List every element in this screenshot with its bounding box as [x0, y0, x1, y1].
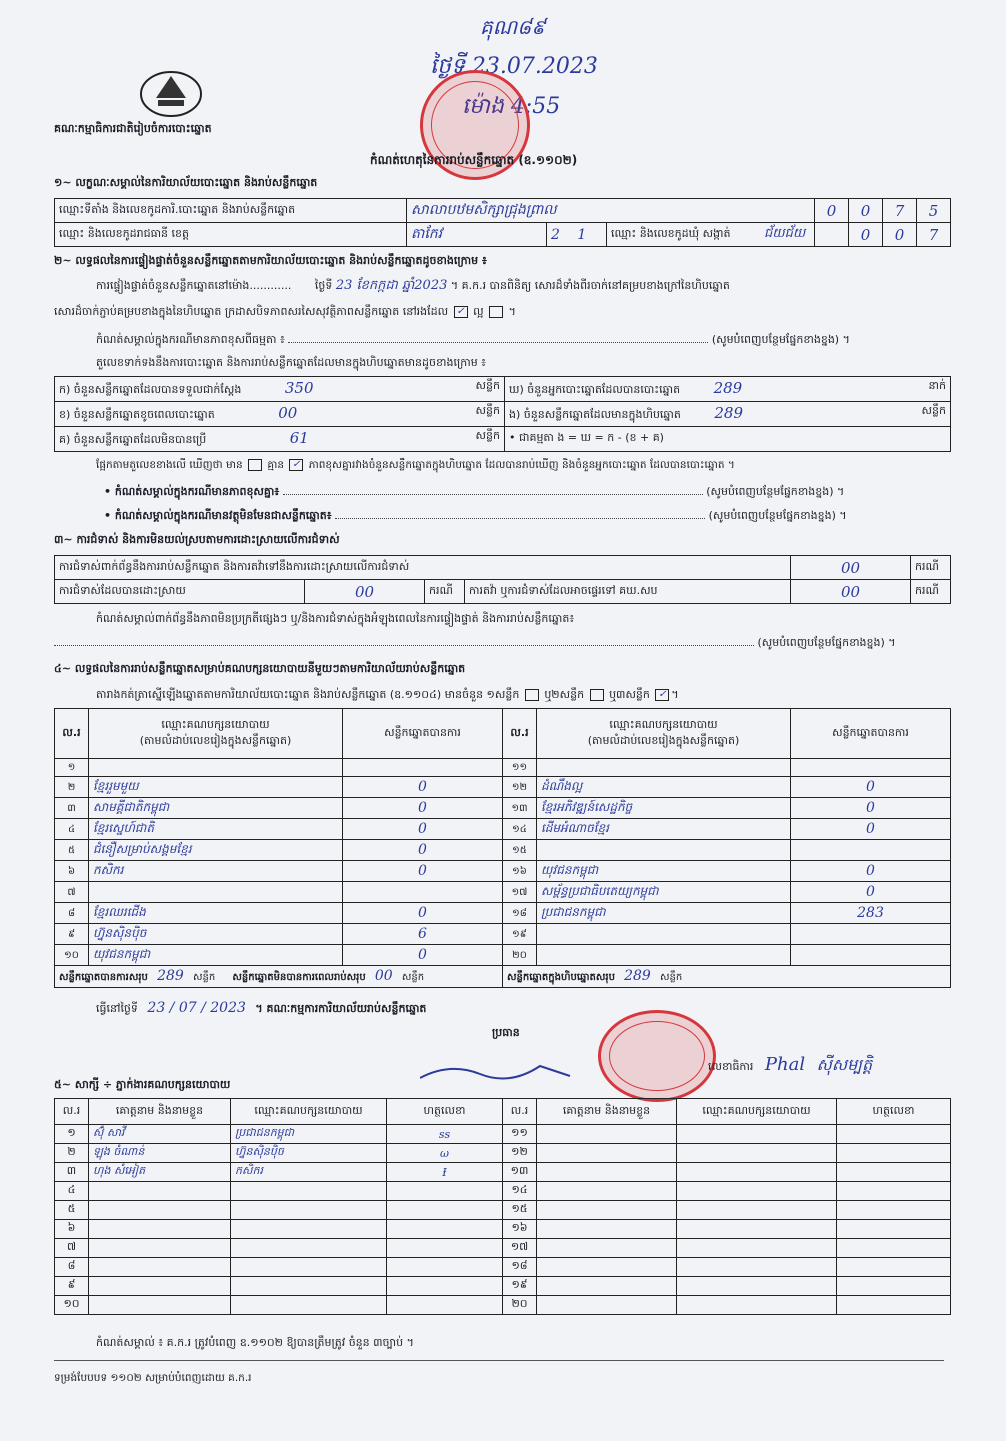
witness-name — [89, 1201, 231, 1220]
witness-signature — [387, 1220, 503, 1239]
party-votes: 0 — [343, 903, 503, 924]
witness-name — [89, 1182, 231, 1201]
witness-name — [537, 1258, 677, 1277]
witness-name — [537, 1277, 677, 1296]
witness-name — [89, 1239, 231, 1258]
witness-name — [537, 1163, 677, 1182]
party-votes: 6 — [343, 924, 503, 945]
witness-number: ១០ — [55, 1296, 89, 1315]
witness-name: ស៊ុំ សាវី — [89, 1125, 231, 1144]
location-code-1: 0 — [815, 199, 849, 223]
committee-name: គណៈកម្មាធិការជាតិរៀបចំការបោះឆ្នោត — [54, 122, 212, 135]
verification-date: 23 ខែកក្កដា ឆ្នាំ2023 — [335, 278, 448, 293]
footer-form-ref: ទម្រង់បែបបទ ១១០២ សម្រាប់បំពេញដោយ គ.ក.រ — [54, 1372, 252, 1384]
party-name: ជំនឿសម្រាប់សង្គមខ្មែរ — [89, 840, 343, 861]
party-votes: 0 — [343, 819, 503, 840]
resolved-label: ការជំទាស់ដែលបានដោះស្រាយ — [55, 580, 305, 604]
party-votes — [791, 759, 951, 777]
party-name — [89, 882, 343, 903]
witness-row — [55, 1258, 951, 1277]
section4-heading: ៤~ លទ្ធផលនៃការរាប់សន្លឹកឆ្នោតសម្រាប់គណបក្សនយោបាយនីមួយៗតាមការិយាល័យរាប់សន្លឹកឆ្នោត — [54, 662, 466, 675]
party-row — [55, 861, 951, 882]
section5-heading: ៥~ សាក្សី ÷ ភ្នាក់ងារគណបក្សនយោបាយ — [54, 1078, 231, 1091]
seal-good-checkbox[interactable]: ✓ — [454, 306, 468, 318]
referred-value: 00 — [791, 580, 911, 604]
witness-number: ៥ — [55, 1201, 89, 1220]
witness-name — [537, 1239, 677, 1258]
party-votes — [343, 882, 503, 903]
party-votes: 283 — [791, 903, 951, 924]
section3-note-line: (សូមបំពេញបន្ថែមផ្នែកខាងខ្នង) ។ — [54, 636, 954, 652]
witness-body — [55, 1125, 951, 1315]
secretary-line: លេខាធិការ Phal ស៊ីសម្បត្តិ — [708, 1054, 873, 1075]
witness-signature: ω — [387, 1144, 503, 1163]
witness-party — [231, 1201, 387, 1220]
party-name: ខ្មែរអភិវឌ្ឍន៍សេដ្ឋកិច្ច — [537, 798, 791, 819]
party-row — [55, 882, 951, 903]
ballots-spoiled: 00 — [278, 404, 298, 422]
party-number: ១៣ — [503, 798, 537, 819]
party-name — [537, 924, 791, 945]
party-number: ៣ — [55, 798, 89, 819]
party-name — [537, 840, 791, 861]
party-votes — [791, 840, 951, 861]
footer-note: កំណត់សម្គាល់ ៖ គ.ក.រ ត្រូវបំពេញ ឧ.១១០២ ឱ្យបានត្រឹមត្រូវ ចំនួន ៣ច្បាប់ ។ — [96, 1336, 414, 1349]
witness-number: ១២ — [503, 1144, 537, 1163]
party-name: ដើមអំណាចខ្មែរ — [537, 819, 791, 840]
witness-party — [677, 1201, 837, 1220]
seal-bad-checkbox[interactable] — [489, 306, 503, 318]
section2-line2: សោរដ៏ចាក់ភ្ជាប់គម្របខាងក្នុងនៃហិបឆ្នោត ក្រដាសបិទភាពសរសៃសុវត្ថិភាពសន្លឹកឆ្នោត នៅរងដែល ✓ ល្អ ។ — [54, 305, 516, 318]
section2-line4: តួលេខទាក់ទងនឹងការបោះឆ្នោត និងការរាប់សន្លឹកឆ្នោតដែលមានក្នុងហិបឆ្នោតមានដូចខាងក្រោម ៖ — [96, 356, 487, 369]
witness-number: ១៧ — [503, 1239, 537, 1258]
party-number: ៥ — [55, 840, 89, 861]
witness-party — [677, 1277, 837, 1296]
witness-signature — [837, 1277, 951, 1296]
resolved-value: 00 — [305, 580, 425, 604]
section4-intro: តារាងកត់ត្រាស្នើឡើងឆ្នោតតាមការិយាល័យបោះឆ្នោត និងរាប់សន្លឹកឆ្នោត (ឧ.១១០៤) មានចំនួន ១សន្លឹក ឬ២សន្លឹក ឬ៣សន្លឹក ✓ ។ — [96, 688, 679, 701]
party-number: ២ — [55, 777, 89, 798]
witness-name — [89, 1296, 231, 1315]
referred-label: ការតវ៉ា ឬការជំទាស់ដែលអាចផ្ទេរទៅ គឃ.សប — [465, 580, 791, 604]
party-number: ១២ — [503, 777, 537, 798]
party-votes: 0 — [343, 798, 503, 819]
official-stamp-bottom — [598, 1010, 716, 1102]
witness-row — [55, 1144, 951, 1163]
party-number: ៤ — [55, 819, 89, 840]
ballots-unused: 61 — [289, 429, 309, 447]
section3-note: កំណត់សម្គាល់ពាក់ព័ន្ធនឹងភាពមិនប្រក្រតីផ្សេងៗ ឬ/និងការជំទាស់ក្នុងអំឡុងពេលនៃការផ្ទៀងផ្ទាត់ និងការរាប់សន្លឹកឆ្នោត៖ — [96, 612, 575, 625]
party-row — [55, 840, 951, 861]
ballots-received: 350 — [284, 379, 314, 397]
witness-number: ៦ — [55, 1220, 89, 1239]
party-row — [55, 924, 951, 945]
party-number: ១៧ — [503, 882, 537, 903]
witness-signature — [387, 1239, 503, 1258]
witness-row — [55, 1239, 951, 1258]
done-date: 23 / 07 / 2023 — [147, 1000, 246, 1016]
party-name: កសិករ — [89, 861, 343, 882]
party-number: ១៦ — [503, 861, 537, 882]
section1-table — [54, 198, 951, 247]
commune-label: ឈ្មោះ និងលេខកូដឃុំ សង្កាត់ — [611, 227, 731, 240]
witness-row — [55, 1125, 951, 1144]
location-code-3: 7 — [883, 199, 917, 223]
commune-code-3: 7 — [917, 223, 951, 247]
witness-name — [537, 1125, 677, 1144]
witness-party: ប្រជាជនកម្ពុជា — [231, 1125, 387, 1144]
witness-number: ១១ — [503, 1125, 537, 1144]
voters-voted: 289 — [713, 379, 743, 397]
total-valid: 289 — [157, 968, 184, 984]
witness-party — [231, 1220, 387, 1239]
witness-row — [55, 1201, 951, 1220]
witness-party — [677, 1182, 837, 1201]
complaints-value: 00 — [791, 556, 911, 580]
witness-party — [231, 1182, 387, 1201]
party-votes: 0 — [343, 861, 503, 882]
party-name — [537, 945, 791, 966]
witness-number: ១៨ — [503, 1258, 537, 1277]
witness-signature — [387, 1201, 503, 1220]
handwritten-time: ម៉ោង 4:55 — [462, 94, 561, 119]
sheets-two-checkbox[interactable] — [590, 689, 604, 701]
party-votes: 0 — [791, 819, 951, 840]
section2-bullet2: • កំណត់សម្គាល់ក្នុងករណីមានវត្ថុមិនមែនជាសន្លឹកឆ្នោត៖ (សូមបំពេញបន្ថែមផ្នែកខាងខ្នង) ។ — [104, 509, 847, 522]
party-row — [55, 819, 951, 840]
witness-name — [537, 1144, 677, 1163]
witness-party: កសិករ — [231, 1163, 387, 1182]
secretary-name: ស៊ីសម្បត្តិ — [816, 1055, 873, 1074]
commune-cell — [607, 223, 815, 247]
party-name: សម្ព័ន្ធប្រជាធិបតេយ្យកម្ពុជា — [537, 882, 791, 903]
province-value: តាកែវ — [407, 223, 547, 247]
party-name: ដំណឹងល្អ — [537, 777, 791, 798]
witness-party — [231, 1258, 387, 1277]
handwritten-code: គុណ៨៩ — [480, 15, 546, 39]
witness-number: ៤ — [55, 1182, 89, 1201]
witness-signature — [837, 1239, 951, 1258]
party-row — [55, 777, 951, 798]
sheets-three-checkbox[interactable]: ✓ — [655, 689, 669, 701]
witness-row — [55, 1182, 951, 1201]
party-votes: 0 — [343, 945, 503, 966]
witness-number: ២០ — [503, 1296, 537, 1315]
secretary-signature: Phal — [764, 1054, 806, 1075]
witness-number: ៩ — [55, 1277, 89, 1296]
witness-party — [231, 1296, 387, 1315]
witness-signature — [837, 1125, 951, 1144]
province-code: 2 1 — [547, 223, 607, 247]
party-name: យុវជនកម្ពុជា — [537, 861, 791, 882]
party-name: យុវជនកម្ពុជា — [89, 945, 343, 966]
chair-signature — [420, 1056, 580, 1092]
party-number: ៧ — [55, 882, 89, 903]
witness-signature: Ɨ — [387, 1163, 503, 1182]
party-results-body — [55, 759, 951, 966]
difference-yes-checkbox[interactable] — [248, 459, 262, 471]
witness-number: ១៩ — [503, 1277, 537, 1296]
sheets-two-checkbox-a[interactable] — [525, 689, 539, 701]
party-number: ៩ — [55, 924, 89, 945]
party-votes — [791, 924, 951, 945]
party-name: សាមគ្គីជាតិកម្ពុជា — [89, 798, 343, 819]
section2-bullet1: • កំណត់សម្គាល់ក្នុងករណីមានភាពខុសគ្នា៖ (សូមបំពេញបន្ថែមផ្នែកខាងខ្នង) ។ — [104, 485, 845, 498]
witness-name — [89, 1220, 231, 1239]
party-row — [55, 903, 951, 924]
witness-signature — [837, 1182, 951, 1201]
party-votes: 0 — [791, 882, 951, 903]
witness-party — [677, 1296, 837, 1315]
party-number: ១៩ — [503, 924, 537, 945]
party-votes: 0 — [791, 777, 951, 798]
witness-name: ហុង សំអៀត — [89, 1163, 231, 1182]
witness-signature — [837, 1220, 951, 1239]
party-number: ១៥ — [503, 840, 537, 861]
ballots-in-box: 289 — [714, 404, 744, 422]
witness-row — [55, 1277, 951, 1296]
party-row — [55, 759, 951, 777]
witness-number: ១ — [55, 1125, 89, 1144]
chair-label: ប្រធាន — [492, 1026, 520, 1039]
section2-line3: កំណត់សម្គាល់ក្នុងករណីមានភាពខុសពីធម្មតា ៖ (សូមបំពេញបន្ថែមផ្នែកខាងខ្នង) ។ — [96, 333, 850, 346]
witness-row — [55, 1163, 951, 1182]
witness-party — [677, 1258, 837, 1277]
witness-name — [89, 1258, 231, 1277]
section2-line5: ផ្អែកតាមតួលេខខាងលើ ឃើញថា មាន គ្មាន ✓ ភាពខុសគ្នារវាងចំនួនសន្លឹកឆ្នោតក្នុងហិបឆ្នោត ដែលបានរាប់ឃើញ និងចំនួនអ្នកបោះឆ្នោត ដែលបានបោះឆ្នោត ។ — [96, 459, 735, 471]
total-in-box: 289 — [624, 968, 651, 984]
party-votes: 0 — [791, 798, 951, 819]
section3-heading: ៣~ ការជំទាស់ និងការមិនយល់ស្របតាមការដោះស្រាយលើការជំទាស់ — [54, 533, 340, 546]
footer-divider — [54, 1360, 944, 1361]
total-invalid: 00 — [374, 968, 393, 984]
witness-name — [537, 1201, 677, 1220]
witness-row — [55, 1220, 951, 1239]
done-line: ធ្វើនៅថ្ងៃទី 23 / 07 / 2023 ។ គណៈកម្មការការិយាល័យរាប់សន្លឹកឆ្នោត — [96, 1000, 427, 1016]
witness-number: ៧ — [55, 1239, 89, 1258]
party-number: ១ — [55, 759, 89, 777]
handwritten-date: ថ្ងៃទី 23.07.2023 — [430, 54, 598, 79]
party-number: ១០ — [55, 945, 89, 966]
witness-signature — [837, 1163, 951, 1182]
witness-party: ហ្វ៊ុនស៊ិនប៉ិច — [231, 1144, 387, 1163]
party-row — [55, 798, 951, 819]
party-votes — [343, 759, 503, 777]
party-number: ១៨ — [503, 903, 537, 924]
location-label: ឈ្មោះទីតាំង និងលេខកូដការិ.បោះឆ្នោត និងរាប់សន្លឹកឆ្នោត — [55, 199, 407, 223]
party-votes: 0 — [343, 777, 503, 798]
party-votes: 0 — [343, 840, 503, 861]
commune-code-1: 0 — [849, 223, 883, 247]
witness-signature — [837, 1201, 951, 1220]
witness-party — [231, 1277, 387, 1296]
witness-signature: ss — [387, 1125, 503, 1144]
witness-party — [677, 1220, 837, 1239]
witness-number: ១៥ — [503, 1201, 537, 1220]
section2-line1: ការផ្ទៀងផ្ទាត់ចំនួនសន្លឹកឆ្នោតនៅម៉ោង............ ថ្ងៃទី 23 ខែកក្កដា ឆ្នាំ2023 ។ គ.ក.រ បានពិនិត្យ សោរដ៏ទាំងពីរចាក់នៅគម្របខាងក្រៅនៃហិបឆ្នោត — [96, 278, 730, 293]
party-name — [537, 759, 791, 777]
witness-number: ៣ — [55, 1163, 89, 1182]
witness-party — [677, 1163, 837, 1182]
location-code-2: 0 — [849, 199, 883, 223]
party-row — [55, 945, 951, 966]
section2-heading: ២~ លទ្ធផលនៃការផ្ទៀងផ្ទាត់ចំនួនសន្លឹកឆ្នោតតាមការិយាល័យបោះឆ្នោត និងរាប់សន្លឹកឆ្នោតដូចខាងក្រោម ៖ — [54, 254, 487, 267]
witness-party — [677, 1239, 837, 1258]
location-code-4: 5 — [917, 199, 951, 223]
witness-signature — [387, 1296, 503, 1315]
witness-number: ៨ — [55, 1258, 89, 1277]
witness-table: ល.រ គោត្តនាម និងនាមខ្លួន ឈ្មោះគណបក្សនយោបាយ ហត្ថលេខា ល.រ គោត្តនាម និងនាមខ្លួន ឈ្មោះគណបក្សនយោបាយ ហត្ថលេខា ១ ស៊ុំ សាវី ប្រជាជនកម្ពុជា ss ១១ ២ ឡុង ចំណាន់ ហ្វ៊ុនស៊ិនប៉ិច ω ១២ ៣ ហុង សំអៀត កសិករ Ɨ ១៣ ៤ ១៤ ៥ ១៥ ៦ ១៦ ៧ ១៧ ៨ ១៨ ៩ ១៩ ១០ ២០ — [54, 1098, 951, 1315]
witness-party — [677, 1125, 837, 1144]
province-label: ឈ្មោះ និងលេខកូដរាជធានី ខេត្ត — [55, 223, 407, 247]
complaints-label: ការជំទាស់ពាក់ព័ន្ធនឹងការរាប់សន្លឹកឆ្នោត និងការតវ៉ាទៅនឹងការដោះស្រាយលើការជំទាស់ — [55, 556, 791, 580]
section1-heading: ១~ លក្ខណៈសម្គាល់នៃការិយាល័យបោះឆ្នោត និងរាប់សន្លឹកឆ្នោត — [54, 176, 318, 189]
witness-party — [677, 1144, 837, 1163]
party-number: ៨ — [55, 903, 89, 924]
witness-signature — [387, 1258, 503, 1277]
witness-signature — [837, 1296, 951, 1315]
ballot-count-table: ក) ចំនួនសន្លឹកឆ្នោតដែលបានទទួលជាក់ស្តែង 350 សន្លឹក ឃ) ចំនួនអ្នកបោះឆ្នោតដែលបានបោះឆ្នោត 289 នាក់ ខ) ចំនួនសន្លឹកឆ្នោតខូចពេលបោះឆ្នោត 00 សន្លឹក ង) ចំនួនសន្លឹកឆ្នោតដែលមានក្នុងហិបឆ្នោត 289 សន្លឹក គ) ចំនួនសន្លឹកឆ្នោតដែលមិនបានប្រើ 61 សន្លឹក • ជាគម្មតា ង = ឃ = ក - (ខ + គ) — [54, 376, 951, 452]
location-value: សាលាបឋមសិក្សាជ្រុងព្រាល — [407, 199, 815, 223]
witness-signature — [387, 1182, 503, 1201]
witness-name — [537, 1296, 677, 1315]
party-votes — [791, 945, 951, 966]
witness-name — [537, 1182, 677, 1201]
witness-name: ឡុង ចំណាន់ — [89, 1144, 231, 1163]
party-number: ៦ — [55, 861, 89, 882]
commune-code-2: 0 — [883, 223, 917, 247]
witness-number: ២ — [55, 1144, 89, 1163]
party-name: ខ្មែរឈរជើង — [89, 903, 343, 924]
witness-name — [537, 1220, 677, 1239]
party-name: ប្រជាជនកម្ពុជា — [537, 903, 791, 924]
party-name: ខ្មែររួមមួយ — [89, 777, 343, 798]
witness-party — [231, 1239, 387, 1258]
witness-name — [89, 1277, 231, 1296]
witness-number: ១៣ — [503, 1163, 537, 1182]
party-number: ២០ — [503, 945, 537, 966]
witness-number: ១៦ — [503, 1220, 537, 1239]
party-name — [89, 759, 343, 777]
difference-no-checkbox[interactable]: ✓ — [289, 459, 303, 471]
formula-cell: • ជាគម្មតា ង = ឃ = ក - (ខ + គ) — [505, 427, 951, 452]
witness-row — [55, 1296, 951, 1315]
witness-signature — [837, 1258, 951, 1277]
party-name: ខ្មែរស្នេហ៍ជាតិ — [89, 819, 343, 840]
witness-signature — [387, 1277, 503, 1296]
emblem-icon — [136, 64, 206, 118]
form-title: កំណត់ហេតុនៃការរាប់សន្លឹកឆ្នោត (ឧ.១១០២) — [370, 153, 578, 167]
party-number: ១៤ — [503, 819, 537, 840]
party-name: ហ្វ៊ុនស៊ិនប៉ិច — [89, 924, 343, 945]
witness-signature — [837, 1144, 951, 1163]
witness-number: ១៤ — [503, 1182, 537, 1201]
commune-value: ជ័យជ័យ — [764, 226, 806, 241]
party-results-table: ល.រ ឈ្មោះគណបក្សនយោបាយ (តាមលំដាប់លេខរៀងក្នុងសន្លឹកឆ្នោត) សន្លឹកឆ្នោតបានការ ល.រ ឈ្មោះគណបក្សនយោបាយ (តាមលំដាប់លេខរៀងក្នុងសន្លឹកឆ្នោត) សន្លឹកឆ្នោតបានការ ១ ១១ ២ ខ្មែររួមមួយ 0 ១២ ដំណឹងល្អ 0 ៣ សាមគ្គីជាតិកម្ពុជា 0 ១៣ ខ្មែរអភិវឌ្ឍន៍សេដ្ឋកិច្ច 0 ៤ ខ្មែរស្នេហ៍ជាតិ 0 ១៤ ដើមអំណាចខ្មែរ 0 ៥ ជំនឿសម្រាប់សង្គមខ្មែរ 0 ១៥ ៦ កសិករ 0 ១៦ យុវជនកម្ពុជា 0 ៧ ១៧ សម្ព័ន្ធប្រជាធិបតេយ្យកម្ពុជា 0 ៨ ខ្មែរឈរជើង 0 ១៨ ប្រជាជនកម្ពុជា 283 ៩ ហ្វ៊ុនស៊ិនប៉ិច 6 ១៩ ១០ យុវជនកម្ពុជា 0 ២០ សន្លឹកឆ្នោតបានការសរុប 289 សន្លឹក សន្លឹកឆ្នោតមិនបានការពេលរាប់សរុប 00 សន្លឹក សន្លឹកឆ្នោតក្នុងហិបឆ្នោតសរុប 289 សន្លឹក — [54, 708, 951, 988]
complaints-table: ការជំទាស់ពាក់ព័ន្ធនឹងការរាប់សន្លឹកឆ្នោត និងការតវ៉ាទៅនឹងការដោះស្រាយលើការជំទាស់ 00 ករណី ការជំទាស់ដែលបានដោះស្រាយ 00 ករណី ការតវ៉ា ឬការជំទាស់ដែលអាចផ្ទេរទៅ គឃ.សប 00 ករណី — [54, 555, 951, 604]
party-votes: 0 — [791, 861, 951, 882]
party-number: ១១ — [503, 759, 537, 777]
